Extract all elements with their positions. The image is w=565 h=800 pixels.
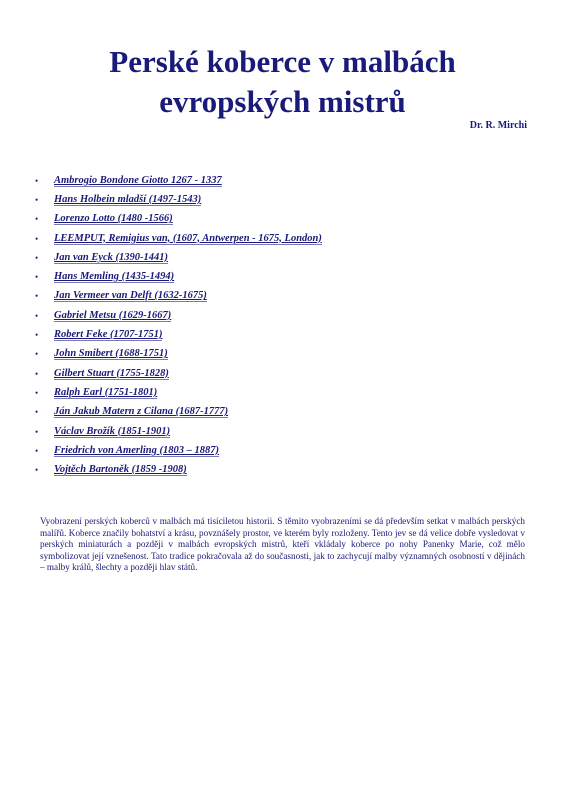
bullet-icon: • bbox=[35, 445, 39, 456]
list-item bbox=[35, 383, 322, 402]
bullet-icon: • bbox=[35, 426, 39, 437]
list-item bbox=[35, 364, 322, 383]
list-item bbox=[35, 267, 322, 286]
list-item bbox=[35, 441, 322, 460]
bullet-icon: • bbox=[35, 214, 39, 225]
list-item bbox=[35, 422, 322, 441]
list-item bbox=[35, 210, 322, 229]
page-title bbox=[30, 42, 535, 122]
bullet-icon: • bbox=[35, 175, 39, 186]
bullet-icon: • bbox=[35, 387, 39, 398]
artist-link[interactable]: Jan van Eyck (1390-1441) bbox=[54, 251, 169, 263]
artist-link[interactable]: Václav Brožík (1851-1901) bbox=[54, 425, 171, 437]
artist-link[interactable]: John Smibert (1688-1751) bbox=[54, 348, 168, 360]
artist-link[interactable]: Jan Vermeer van Delft (1632-1675) bbox=[54, 290, 207, 302]
artist-link[interactable]: Lorenzo Lotto (1480 -1566) bbox=[54, 213, 173, 225]
intro-paragraph: Vyobrazení perských koberců v malbách má tisíciletou historii. S těmito vyobrazeními se dá především setkat v malbách perských malířů. Koberce značily bohatství a krásu, povznášely prostor, ve kterém byly rozloženy. Tento jev se dá velice dobře vysledovat v perských miniaturách a později v malbách evropských mistrů, kteří vkládaly koberce po nohy Panenky Marie, což mělo symbolizovat její vznešenost. Tato tradice pokračovala až do současnosti, jak to zachycují malby významných osobností v dějinách – malby králů, šlechty a později hlav států. bbox=[40, 516, 525, 573]
artist-link[interactable]: Gilbert Stuart (1755-1828) bbox=[54, 367, 169, 379]
list-item bbox=[35, 171, 322, 190]
bullet-icon: • bbox=[35, 194, 39, 205]
artist-link[interactable]: Friedrich von Amerling (1803 – 1887) bbox=[54, 444, 219, 456]
artist-link[interactable]: Ambrogio Bondone Giotto 1267 - 1337 bbox=[54, 174, 222, 186]
bullet-icon: • bbox=[35, 349, 39, 360]
bullet-icon: • bbox=[35, 465, 39, 476]
artist-link[interactable]: Hans Memling (1435-1494) bbox=[54, 271, 175, 283]
artist-link[interactable]: Ralph Earl (1751-1801) bbox=[54, 386, 158, 398]
bullet-icon: • bbox=[35, 407, 39, 418]
artist-link[interactable]: Robert Feke (1707-1751) bbox=[54, 329, 163, 341]
list-item bbox=[35, 325, 322, 344]
list-item bbox=[35, 306, 322, 325]
bullet-icon: • bbox=[35, 368, 39, 379]
artist-link[interactable]: Hans Holbein mladší (1497-1543) bbox=[54, 193, 202, 205]
bullet-icon: • bbox=[35, 252, 39, 263]
list-item bbox=[35, 248, 322, 267]
list-item bbox=[35, 190, 322, 209]
title-line-1: Perské koberce v malbách bbox=[109, 44, 456, 79]
list-item bbox=[35, 229, 322, 248]
list-item bbox=[35, 460, 322, 479]
list-item bbox=[35, 287, 322, 306]
title-line-2: evropských mistrů bbox=[159, 84, 406, 119]
list-item bbox=[35, 345, 322, 364]
author-name: Dr. R. Mirchi bbox=[469, 120, 527, 131]
list-item bbox=[35, 403, 322, 422]
bullet-icon: • bbox=[35, 272, 39, 283]
bullet-icon: • bbox=[35, 233, 39, 244]
artist-link[interactable]: Gabriel Metsu (1629-1667) bbox=[54, 309, 172, 321]
artist-link[interactable]: LEEMPUT, Remigius van, (1607, Antwerpen - 1675, London) bbox=[54, 232, 322, 244]
bullet-icon: • bbox=[35, 330, 39, 341]
bullet-icon: • bbox=[35, 291, 39, 302]
artist-link-list bbox=[35, 171, 322, 480]
artist-link[interactable]: Vojtěch Bartoněk (1859 -1908) bbox=[54, 464, 187, 476]
artist-link[interactable]: Ján Jakub Matern z Cilana (1687-1777) bbox=[54, 406, 229, 418]
bullet-icon: • bbox=[35, 310, 39, 321]
